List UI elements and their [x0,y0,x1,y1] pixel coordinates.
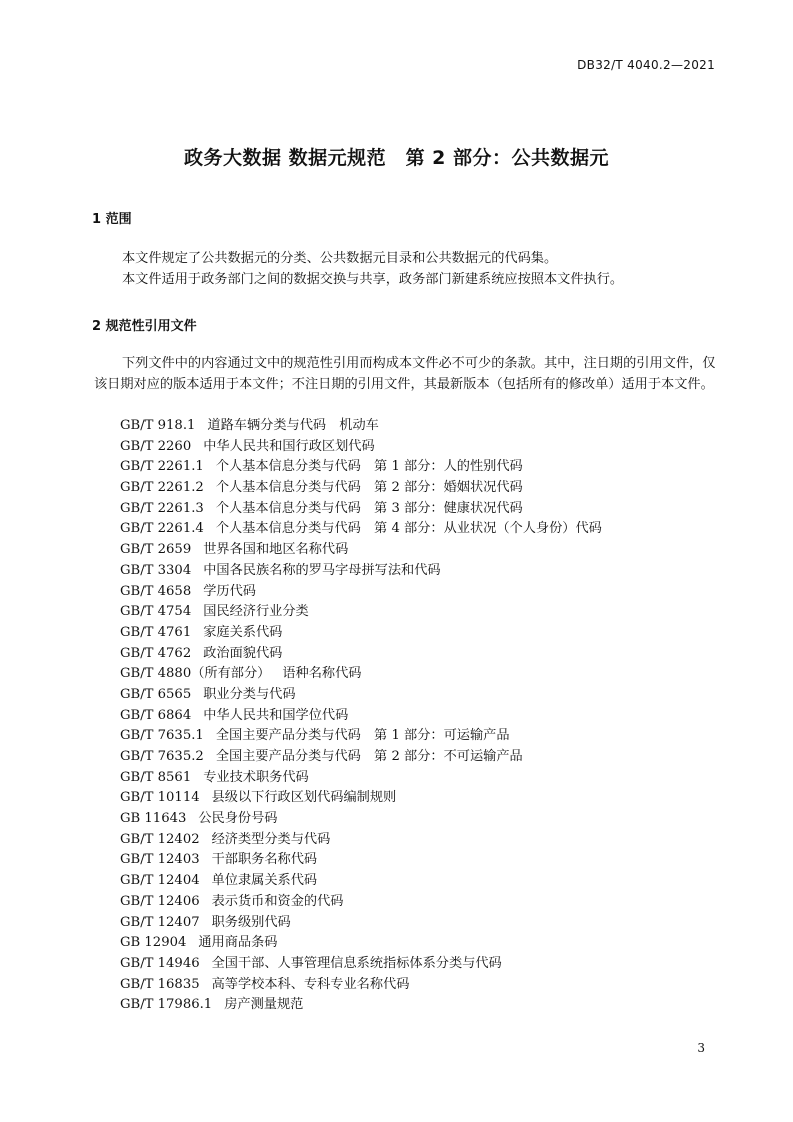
reference-item [120,582,602,603]
reference-item [120,850,602,871]
reference-item [120,519,602,540]
reference-item [120,726,602,747]
reference-title: 全国主要产品分类与代码 第 2 部分：不可运输产品 [215,749,523,764]
reference-number: GB/T 12407 [120,914,200,930]
reference-title: 中华人民共和国行政区划代码 [203,438,375,454]
reference-number: GB/T 4880（所有部分） [120,666,271,682]
reference-item [120,995,602,1016]
reference-item [120,768,602,789]
reference-item [120,685,602,706]
reference-item [120,478,602,499]
reference-number: GB/T 6565 [120,686,192,702]
document-title: 政务大数据 数据元规范 第 2 部分：公共数据元 [183,147,610,169]
reference-number: GB/T 2659 [120,542,192,558]
reference-number: GB/T 2261.2 [120,480,204,496]
reference-number: GB/T 12404 [120,873,200,889]
reference-number: GB/T 4658 [120,583,192,599]
reference-item [120,830,602,851]
reference-number: GB/T 17986.1 [120,997,213,1013]
reference-item [120,913,602,934]
reference-title: 全国主要产品分类与代码 第 1 部分：可运输产品 [215,728,510,744]
reference-item [120,664,602,685]
reference-item [120,437,602,458]
reference-title: 专业技术职务代码 [203,769,309,785]
reference-item [120,499,602,520]
reference-item [120,457,602,478]
reference-item [120,540,602,561]
reference-number: GB/T 4761 [120,624,192,640]
document-code: DB32/T 4040.2—2021 [577,58,715,72]
reference-title: 国民经济行业分类 [203,604,309,620]
page-number: 3 [697,1041,705,1055]
reference-title: 全国干部、人事管理信息系统指标体系分类与代码 [211,955,502,971]
reference-number: GB/T 2261.1 [120,459,204,475]
reference-number: GB/T 3304 [120,562,192,578]
reference-title: 世界各国和地区名称代码 [203,542,349,558]
reference-title: 公民身份号码 [198,811,278,827]
reference-title: 个人基本信息分类与代码 第 3 部分：健康状况代码 [215,500,523,516]
reference-number: GB/T 918.1 [120,418,196,433]
reference-number: GB/T 14946 [120,955,200,971]
reference-title: 个人基本信息分类与代码 第 2 部分：婚姻状况代码 [215,480,523,496]
reference-number: GB/T 12406 [120,893,200,909]
reference-title: 高等学校本科、专科专业名称代码 [211,976,410,992]
reference-number: GB/T 6864 [120,707,192,723]
reference-title: 中国各民族名称的罗马字母拼写法和代码 [203,562,441,578]
reference-item [120,809,602,830]
reference-item [120,892,602,913]
reference-number: GB/T 2260 [120,438,192,454]
reference-item [120,602,602,623]
reference-number: GB/T 10114 [120,790,200,806]
scope-paragraph-2: 本文件适用于政务部门之间的数据交换与共享，政务部门新建系统应按照本文件执行。 [122,272,624,287]
reference-title: 个人基本信息分类与代码 第 4 部分：从业状况（个人身份）代码 [215,521,602,537]
reference-item [120,788,602,809]
reference-title: 个人基本信息分类与代码 第 1 部分：人的性别代码 [215,459,523,475]
reference-item [120,975,602,996]
reference-list [120,416,602,1016]
reference-number: GB/T 2261.3 [120,500,204,516]
reference-title: 职务级别代码 [211,914,291,930]
reference-title: 单位隶属关系代码 [211,873,318,889]
reference-title: 房产测量规范 [224,997,304,1013]
reference-item [120,706,602,727]
reference-title: 道路车辆分类与代码 机动车 [207,418,379,433]
reference-title: 经济类型分类与代码 [211,831,331,847]
reference-number: GB/T 12402 [120,831,200,847]
reference-item [120,871,602,892]
references-intro-paragraph: 下列文件中的内容通过文中的规范性引用而构成本文件必不可少的条款。其中，注日期的引用文件，仅该日期对应的版本适用于本文件；不注日期的引用文件，其最新版本（包括所有的修改单）适用于本文件。 [94,356,716,392]
reference-item [120,623,602,644]
reference-item [120,561,602,582]
reference-number: GB/T 7635.1 [120,728,204,744]
reference-title: 通用商品条码 [198,935,278,951]
reference-item [120,644,602,665]
reference-number: GB 11643 [120,811,187,827]
reference-title: 县级以下行政区划代码编制规则 [211,790,397,806]
reference-number: GB/T 12403 [120,852,200,868]
reference-item [120,954,602,975]
scope-paragraph-1: 本文件规定了公共数据元的分类、公共数据元目录和公共数据元的代码集。 [122,251,558,266]
reference-item [120,747,602,768]
reference-number: GB/T 8561 [120,769,192,785]
reference-number: GB 12904 [120,935,187,951]
reference-title: 表示货币和资金的代码 [211,893,344,909]
reference-title: 职业分类与代码 [203,686,296,702]
reference-number: GB/T 7635.2 [120,749,204,764]
section-heading-scope: 1 范围 [92,212,132,227]
reference-title: 学历代码 [203,583,256,599]
reference-item [120,416,602,437]
reference-title: 干部职务名称代码 [211,852,318,868]
reference-title: 语种名称代码 [282,666,362,682]
section-heading-normative-references: 2 规范性引用文件 [92,319,197,334]
reference-title: 家庭关系代码 [203,624,283,640]
reference-number: GB/T 16835 [120,976,200,992]
reference-item [120,933,602,954]
reference-number: GB/T 4762 [120,645,192,661]
reference-title: 政治面貌代码 [203,645,283,661]
reference-number: GB/T 4754 [120,604,192,620]
reference-title: 中华人民共和国学位代码 [203,707,349,723]
reference-number: GB/T 2261.4 [120,521,204,537]
